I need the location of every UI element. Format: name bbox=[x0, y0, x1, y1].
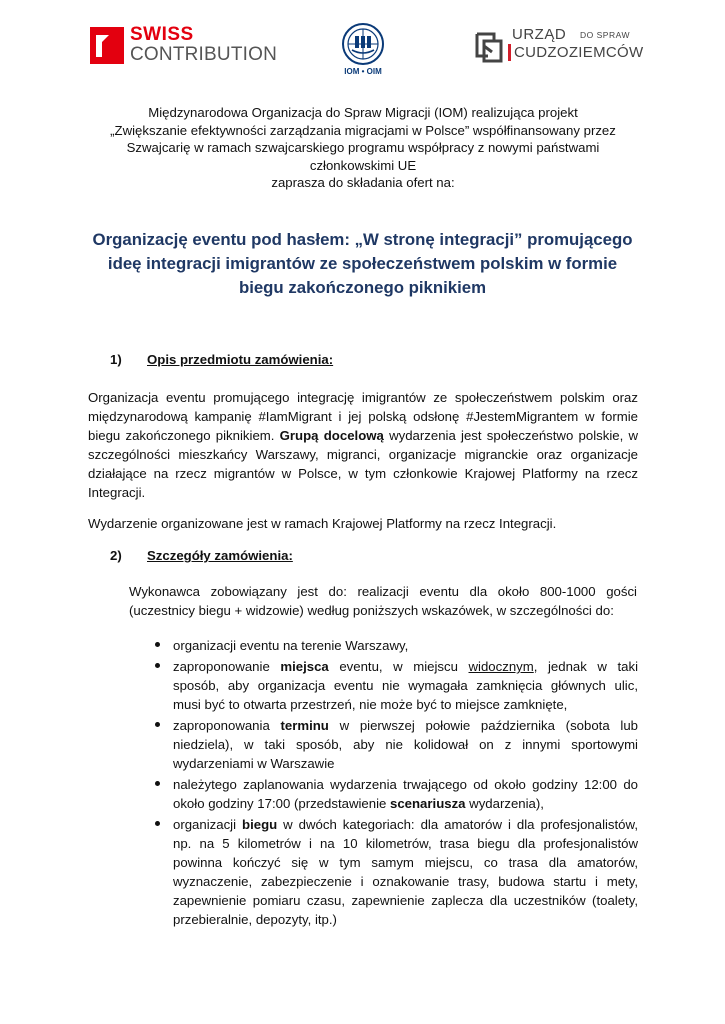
title-line: Organizację eventu pod hasłem: „W stronę integracji” promującego bbox=[92, 230, 633, 249]
section1-number: 1) bbox=[110, 352, 122, 367]
list-item-line bbox=[173, 815, 638, 834]
text-run: w dwóch kategoriach: dla amatorów i dla profesjonalistów, bbox=[277, 817, 638, 832]
visible-underlined: widocznym bbox=[468, 659, 534, 674]
iom-logo-caption: IOM • OIM bbox=[344, 67, 382, 76]
title-line: biegu zakończonego piknikiem bbox=[238, 278, 487, 297]
text-run: około godziny 17:00 (przedstawienie bbox=[173, 796, 390, 811]
section2-number: 2) bbox=[110, 548, 122, 563]
swiss-logo-line2: CONTRIBUTION bbox=[130, 44, 278, 65]
paragraph-line: działające na rzecz migrantów w Polsce, w tym członkowie Krajowej Platformy na rzecz bbox=[88, 466, 638, 481]
swiss-logo-line1: SWISS bbox=[130, 24, 194, 45]
requirements-list bbox=[155, 636, 638, 931]
text-run: wydarzenia), bbox=[465, 796, 544, 811]
text-run: , jednak w taki bbox=[533, 659, 639, 674]
list-item-line bbox=[173, 657, 638, 676]
section1-heading bbox=[110, 352, 333, 367]
intro-line: Międzynarodowa Organizacja do Spraw Migracji (IOM) realizująca projekt bbox=[148, 105, 578, 120]
udsc-emblem-icon bbox=[472, 28, 506, 64]
date-bold: terminu bbox=[280, 718, 329, 733]
list-item-line bbox=[173, 794, 638, 813]
udsc-logo-small: DO SPRAW bbox=[580, 30, 630, 40]
run-bold: biegu bbox=[242, 817, 278, 832]
section1-paragraph bbox=[88, 388, 638, 502]
intro-line: członkowskimi UE bbox=[309, 157, 417, 173]
list-item-line: wyznaczenie, zabezpieczenie i oznakowanie trasy, budowa startu i mety, bbox=[173, 874, 638, 889]
list-item-line: wydarzeniami w Warszawie bbox=[173, 756, 335, 771]
text-run: wydarzenia jest społeczeństwo polskie, w bbox=[383, 428, 639, 443]
section1-paragraph2 bbox=[88, 514, 638, 533]
bullet-icon bbox=[155, 821, 160, 826]
document-title bbox=[60, 228, 665, 300]
list-item-line: musi być to otwarta przestrzeń, nie może być to miejsce zamknięte, bbox=[173, 697, 568, 712]
section2-paragraph bbox=[129, 582, 637, 620]
iom-emblem-icon bbox=[340, 22, 386, 66]
paragraph-line: Integracji. bbox=[88, 485, 146, 500]
intro-line: „Zwiększanie efektywności zarządzania migracjami w Polsce” współfinansowany przez bbox=[110, 122, 616, 138]
place-bold: miejsca bbox=[280, 659, 329, 674]
bullet-icon bbox=[155, 642, 160, 647]
intro-line: zaprasza do składania ofert na: bbox=[271, 175, 455, 190]
list-item bbox=[155, 636, 638, 655]
paragraph-line: szczególności mieszkańcy Warszawy, migranci, organizacje migranckie oraz organizacje bbox=[88, 447, 638, 462]
scenario-bold: scenariusza bbox=[390, 796, 466, 811]
text-run: eventu, w miejscu bbox=[328, 659, 469, 674]
list-item-line: należytego zaplanowania wydarzenia trwającego od około godziny 12:00 do bbox=[173, 777, 638, 792]
list-item-line: niedziela), w taki sposób, aby nie kolidował on z innymi sportowymi bbox=[173, 737, 638, 752]
bullet-icon bbox=[155, 722, 160, 727]
target-group-bold: Grupą docelową bbox=[279, 428, 384, 443]
udsc-logo-line1: URZĄD bbox=[512, 26, 567, 43]
udsc-logo bbox=[472, 28, 642, 68]
paragraph-line bbox=[88, 426, 638, 445]
title-line: ideę integracji imigrantów ze społeczeństwem polskim w formie bbox=[107, 254, 618, 273]
paragraph-line: (uczestnicy biegu + widzowie) według poniższych wskazówek, w szczególności do: bbox=[129, 603, 614, 618]
list-item-line: przebieralnie, depozyty, itp.) bbox=[173, 912, 337, 927]
text-run: organizacji bbox=[173, 817, 243, 832]
list-item-line: zapewnienie pomiaru czasu, zapewnienie zaplecza dla uczestników (toalety, bbox=[173, 893, 638, 908]
list-item-line bbox=[173, 716, 638, 735]
text-run: w pierwszej połowie października (sobota lub bbox=[328, 718, 638, 733]
paragraph-line: Wykonawca zobowiązany jest do: realizacji eventu dla około 800-1000 gości bbox=[129, 584, 637, 599]
intro-text bbox=[88, 104, 638, 192]
list-item bbox=[155, 815, 638, 929]
section2-heading-text: Szczegóły zamówienia: bbox=[147, 548, 293, 563]
swiss-cross-icon bbox=[90, 27, 124, 64]
bullet-icon bbox=[155, 781, 160, 786]
list-item bbox=[155, 657, 638, 714]
paragraph-line: Organizacja eventu promującego integrację imigrantów ze społeczeństwem polskim oraz bbox=[88, 390, 638, 405]
list-item-line: powinna kończyć się w tym samym miejscu, co trasa dla amatorów, bbox=[173, 855, 638, 870]
swiss-contribution-logo bbox=[90, 24, 280, 69]
list-item-line: sposób, aby organizacja eventu nie wymagała zamknięcia głównych ulic, bbox=[173, 678, 638, 693]
intro-line: Szwajcarię w ramach szwajcarskiego programu współpracy z nowymi państwami bbox=[126, 140, 600, 155]
text-run: zaproponowanie bbox=[173, 659, 281, 674]
list-item bbox=[155, 716, 638, 773]
text-run: biegu zakończonego piknikiem. bbox=[88, 428, 280, 443]
section1-heading-text: Opis przedmiotu zamówienia: bbox=[147, 352, 334, 367]
section2-heading bbox=[110, 548, 293, 563]
text-run: zaproponowania bbox=[173, 718, 281, 733]
udsc-logo-line2: CUDZOZIEMCÓW bbox=[508, 44, 643, 61]
paragraph-line: międzynarodową kampanię #IamMigrant i jej polską odsłonę #JestemMigrantem w formie bbox=[88, 409, 638, 424]
iom-logo bbox=[336, 22, 390, 78]
bullet-icon bbox=[155, 663, 160, 668]
list-item-line: np. na 5 kilometrów i na 10 kilometrów, trasa biegu dla profesjonalistów bbox=[173, 836, 638, 851]
list-item bbox=[155, 775, 638, 813]
list-item-line: organizacji eventu na terenie Warszawy, bbox=[173, 638, 409, 653]
paragraph-line: Wydarzenie organizowane jest w ramach Krajowej Platformy na rzecz Integracji. bbox=[88, 516, 557, 531]
